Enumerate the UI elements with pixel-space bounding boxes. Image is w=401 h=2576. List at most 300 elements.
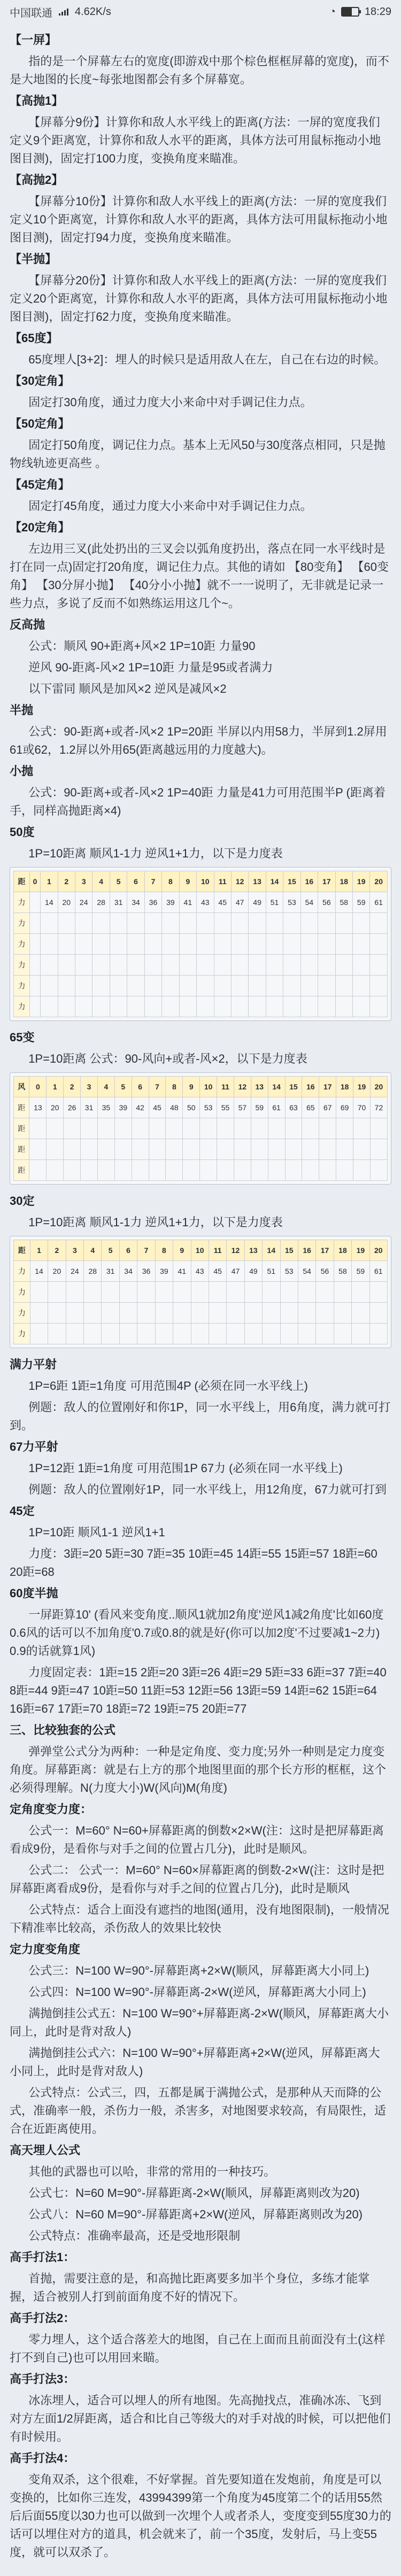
table-cell xyxy=(217,1139,234,1160)
table-cell: 72 xyxy=(370,1097,387,1118)
paragraph: 公式四：N=100 W=90°-屏幕距离-2×W(逆风，屏幕距离大小同上) xyxy=(28,1985,366,1999)
table-cell xyxy=(114,1160,132,1181)
table-cell: 59 xyxy=(353,892,370,913)
table-cell xyxy=(191,1324,209,1344)
table-cell: 59 xyxy=(352,1261,369,1282)
section-title: 【50定角】 xyxy=(10,417,70,430)
table-cell xyxy=(231,996,248,1017)
table-header-cell: 5 xyxy=(102,1240,119,1261)
paragraph: 公式：90-距离+或者-风×2 1P=40距 力量是41力可用范围半P (距离着手，同样高抛距离×4) xyxy=(10,786,385,817)
table-cell: 49 xyxy=(244,1261,262,1282)
table-cell xyxy=(251,1160,268,1181)
table-cell: 56 xyxy=(316,1261,334,1282)
table-cell xyxy=(183,1118,200,1139)
table-cell xyxy=(173,1303,191,1324)
table-cell: 力 xyxy=(14,892,30,913)
table-cell xyxy=(41,913,58,934)
table-header-cell: 1 xyxy=(30,1240,48,1261)
table-cell xyxy=(29,976,40,996)
table-cell: 24 xyxy=(75,892,92,913)
table-cell xyxy=(48,1324,66,1344)
paragraph: 逆风 90-距离-风×2 1P=10距 力量是95或者满力 xyxy=(28,661,273,674)
table-cell: 距 xyxy=(14,1118,29,1139)
table-row xyxy=(14,892,388,913)
table-cell xyxy=(132,1139,149,1160)
table-cell xyxy=(162,913,179,934)
table-cell xyxy=(285,1160,302,1181)
section-title: 【20定角】 xyxy=(10,521,70,534)
table-cell xyxy=(162,955,179,976)
table-cell xyxy=(283,934,300,955)
section-title: 定力度变角度 xyxy=(10,1943,81,1956)
table-cell: 47 xyxy=(231,892,248,913)
table-header-cell: 15 xyxy=(283,871,300,892)
table-cell xyxy=(132,1118,149,1139)
table-cell: 14 xyxy=(41,892,58,913)
table-cell xyxy=(92,996,110,1017)
force-table-image xyxy=(10,1236,391,1348)
force-table xyxy=(13,1076,388,1181)
table-cell xyxy=(149,1160,166,1181)
table-header-cell: 4 xyxy=(97,1077,114,1097)
table-cell xyxy=(47,1139,64,1160)
table-cell xyxy=(58,955,75,976)
table-cell: 61 xyxy=(369,1261,387,1282)
table-cell xyxy=(48,1303,66,1324)
table-header-cell: 18 xyxy=(335,871,352,892)
table-cell xyxy=(227,1324,244,1344)
table-cell xyxy=(268,1118,285,1139)
table-cell: 51 xyxy=(266,892,283,913)
table-row xyxy=(14,1097,388,1118)
table-header-cell: 15 xyxy=(280,1240,298,1261)
table-cell xyxy=(316,1282,334,1303)
table-header-cell: 4 xyxy=(84,1240,102,1261)
table-cell: 41 xyxy=(173,1261,191,1282)
table-cell xyxy=(84,1303,102,1324)
table-header-cell: 2 xyxy=(48,1240,66,1261)
table-cell xyxy=(302,1160,319,1181)
paragraph: 【屏幕分20份】计算你和敌人水平线上的距离(方法：一屏的宽度我们定义20个距离宽，计算你和敌人水平的距离，具体方法可用鼠标拖动小地图目测)，固定打62力度，变换角度来瞄准。 xyxy=(10,274,388,323)
table-header-cell: 6 xyxy=(119,1240,137,1261)
table-row xyxy=(14,996,388,1017)
table-cell xyxy=(249,913,266,934)
table-cell xyxy=(249,996,266,1017)
table-cell: 31 xyxy=(102,1261,119,1282)
paragraph: 满抛倒挂公式六：N=100 W=90°+屏幕距离+2×W(逆风，屏幕距离大小同上，此时是背对敌人) xyxy=(10,2046,380,2078)
table-cell xyxy=(191,1282,209,1303)
paragraph: 公式特点：准确率最高，还是受地形限制 xyxy=(28,2229,241,2242)
table-cell xyxy=(268,1139,285,1160)
table-cell xyxy=(64,1118,81,1139)
table-header-cell: 18 xyxy=(334,1240,351,1261)
section-title: 高手打法4： xyxy=(10,2451,75,2465)
table-cell xyxy=(75,913,92,934)
table-cell: 14 xyxy=(30,1261,48,1282)
table-header-cell: 14 xyxy=(268,1077,285,1097)
table-cell xyxy=(200,1139,217,1160)
table-cell xyxy=(92,976,110,996)
section-title: 定角度变力度： xyxy=(10,1803,92,1816)
table-cell xyxy=(110,913,127,934)
paragraph: 力度：3距=20 5距=30 7距=35 10距=45 14距=55 15距=57 18距=60 20距=68 xyxy=(10,1547,377,1579)
table-cell xyxy=(30,1303,48,1324)
table-cell: 61 xyxy=(370,892,388,913)
table-header-cell: 16 xyxy=(300,871,318,892)
table-cell xyxy=(137,1324,155,1344)
table-cell xyxy=(127,913,144,934)
table-cell xyxy=(335,934,352,955)
table-cell xyxy=(144,955,161,976)
table-cell: 43 xyxy=(197,892,214,913)
table-header-cell: 12 xyxy=(227,1240,244,1261)
table-cell xyxy=(249,955,266,976)
table-cell xyxy=(300,996,318,1017)
section-title: 小抛 xyxy=(10,764,34,778)
document-body xyxy=(0,24,401,2575)
table-cell xyxy=(149,1139,166,1160)
paragraph: 公式一：M=60° N=60+屏幕距离的倒数×2×W(注：这时是把屏幕距离看成9份，是看你与对手之间的位置占几分)，此时是顺风。 xyxy=(10,1824,384,1855)
paragraph: 冰冻埋人，适合可以埋人的所有地图。先高抛找点，准确冰冻、飞到对方左面1/2屏距离，适合和比自己等级大的对手对战的时候，可以把他们有时候用。 xyxy=(10,2394,391,2443)
table-row xyxy=(14,955,388,976)
paragraph: 公式三：N=100 W=90°-屏幕距离+2×W(顺风，屏幕距离大小同上) xyxy=(28,1964,369,1977)
table-cell xyxy=(127,976,144,996)
table-cell xyxy=(81,1139,98,1160)
table-cell: 36 xyxy=(137,1261,155,1282)
table-cell xyxy=(370,1139,387,1160)
table-header-cell: 11 xyxy=(217,1077,234,1097)
section-title: 50度 xyxy=(10,825,35,839)
table-cell: 58 xyxy=(335,892,352,913)
table-cell xyxy=(179,996,196,1017)
paragraph: 公式：90-距离+或者-风×2 1P=20距 半屏以内用58力，半屏到1.2屏用61或62，1.2屏以外用65(距离越远用的力度越大)。 xyxy=(10,725,387,756)
table-cell xyxy=(352,1282,369,1303)
table-row xyxy=(14,1160,388,1181)
wifi-icon: ◔ xyxy=(329,5,336,18)
table-cell: 34 xyxy=(127,892,144,913)
table-cell xyxy=(191,1303,209,1324)
paragraph: 其他的武器也可以哈，非常的常用的一种技巧。 xyxy=(28,2165,276,2178)
table-cell xyxy=(266,934,283,955)
table-cell xyxy=(84,1324,102,1344)
table-cell xyxy=(29,1160,47,1181)
table-header-cell: 5 xyxy=(114,1077,132,1097)
table-header-cell: 16 xyxy=(302,1077,319,1097)
table-header-cell: 1 xyxy=(41,871,58,892)
table-header-cell: 13 xyxy=(244,1240,262,1261)
table-cell xyxy=(81,1160,98,1181)
table-cell xyxy=(266,976,283,996)
paragraph: 满抛倒挂公式五：N=100 W=90°+屏幕距离-2×W(顺风，屏幕距离大小同上，此时是背对敌人) xyxy=(10,2007,389,2038)
table-cell xyxy=(353,934,370,955)
table-header-cell: 14 xyxy=(263,1240,280,1261)
table-cell: 67 xyxy=(319,1097,336,1118)
table-cell xyxy=(227,1303,244,1324)
table-cell xyxy=(335,976,352,996)
table-cell: 28 xyxy=(84,1261,102,1282)
section-title: 【45定角】 xyxy=(10,478,70,491)
table-cell xyxy=(353,996,370,1017)
table-cell: 57 xyxy=(234,1097,251,1118)
table-cell xyxy=(300,913,318,934)
paragraph: 1P=10距 顺风1-1 逆风1+1 xyxy=(28,1526,165,1539)
table-cell xyxy=(97,1139,114,1160)
table-cell xyxy=(280,1282,298,1303)
table-cell xyxy=(200,1160,217,1181)
table-cell xyxy=(30,1282,48,1303)
paragraph: 指的是一个屏幕左右的宽度(即游戏中那个棕色框框屏幕的宽度)，而不是大地图的长度~每张地图都会有多个屏幕宽。 xyxy=(10,55,389,86)
table-cell xyxy=(75,934,92,955)
table-header-cell: 13 xyxy=(251,1077,268,1097)
table-cell: 53 xyxy=(200,1097,217,1118)
table-cell xyxy=(214,913,231,934)
table-cell xyxy=(66,1324,83,1344)
table-cell xyxy=(119,1324,137,1344)
section-title: 45定 xyxy=(10,1504,35,1518)
table-cell: 力 xyxy=(14,1324,30,1344)
table-header-cell: 16 xyxy=(298,1240,315,1261)
table-cell: 24 xyxy=(66,1261,83,1282)
table-header-cell: 9 xyxy=(179,871,196,892)
table-cell xyxy=(97,1160,114,1181)
table-cell: 距 xyxy=(14,1160,29,1181)
table-cell: 20 xyxy=(47,1097,64,1118)
table-cell xyxy=(132,1160,149,1181)
table-cell xyxy=(127,955,144,976)
table-cell xyxy=(268,1160,285,1181)
table-header-cell: 11 xyxy=(209,1240,226,1261)
table-cell xyxy=(227,1282,244,1303)
table-header-cell: 12 xyxy=(231,871,248,892)
table-header-cell: 3 xyxy=(66,1240,83,1261)
table-cell xyxy=(114,1139,132,1160)
table-cell xyxy=(336,1118,353,1139)
section-title: 67力平射 xyxy=(10,1440,58,1453)
section-title: 半抛 xyxy=(10,703,34,717)
table-cell xyxy=(144,976,161,996)
table-header-cell: 17 xyxy=(318,871,335,892)
table-cell: 20 xyxy=(58,892,75,913)
table-cell xyxy=(263,1282,280,1303)
table-header-cell: 8 xyxy=(155,1240,173,1261)
table-cell xyxy=(92,913,110,934)
table-cell xyxy=(97,1118,114,1139)
table-cell xyxy=(114,1118,132,1139)
table-cell xyxy=(353,913,370,934)
table-cell xyxy=(214,955,231,976)
table-cell xyxy=(298,1282,315,1303)
table-row xyxy=(14,913,388,934)
table-header-cell: 20 xyxy=(370,871,388,892)
table-cell xyxy=(336,1160,353,1181)
table-cell xyxy=(155,1282,173,1303)
table-cell xyxy=(214,996,231,1017)
table-cell xyxy=(370,1160,387,1181)
table-cell xyxy=(197,976,214,996)
table-header-cell: 2 xyxy=(64,1077,81,1097)
paragraph: 固定打45角度，通过力度大小来命中对手调记住力点。 xyxy=(28,499,312,513)
table-cell: 53 xyxy=(280,1261,298,1282)
table-cell xyxy=(29,892,40,913)
table-cell: 39 xyxy=(114,1097,132,1118)
table-header-cell: 10 xyxy=(197,871,214,892)
table-cell xyxy=(197,996,214,1017)
table-cell: 54 xyxy=(300,892,318,913)
table-cell xyxy=(370,913,388,934)
table-cell xyxy=(263,1324,280,1344)
table-cell xyxy=(318,955,335,976)
table-cell: 39 xyxy=(162,892,179,913)
table-cell: 50 xyxy=(183,1097,200,1118)
table-header-cell: 17 xyxy=(319,1077,336,1097)
table-cell xyxy=(234,1139,251,1160)
table-cell xyxy=(266,996,283,1017)
table-cell xyxy=(66,1282,83,1303)
status-right xyxy=(329,6,391,18)
table-cell xyxy=(84,1282,102,1303)
table-cell xyxy=(29,934,40,955)
table-cell xyxy=(48,1282,66,1303)
table-header-cell: 17 xyxy=(316,1240,334,1261)
table-cell xyxy=(162,996,179,1017)
table-cell xyxy=(41,955,58,976)
paragraph: 首抛，需要注意的是，和高抛比距离要多加半个身位，多练才能掌握，适合被别人打到前面角度不好的情况下。 xyxy=(10,2272,370,2303)
table-cell xyxy=(81,1118,98,1139)
paragraph: 力度固定表：1距=15 2距=20 3距=26 4距=29 5距=33 6距=37 7距=40 8距=44 9距=47 10距=50 11距=53 12距=56 13距=59 14距=62 15距=64 16距=67 17距=70 18距=72 19距=75 20距=77 xyxy=(10,1666,387,1715)
table-cell xyxy=(316,1324,334,1344)
table-cell xyxy=(283,913,300,934)
network-speed: 4.62K/s xyxy=(75,5,111,18)
table-cell xyxy=(334,1303,351,1324)
force-table xyxy=(13,871,388,1017)
table-cell xyxy=(64,1160,81,1181)
table-cell xyxy=(144,996,161,1017)
table-cell xyxy=(231,976,248,996)
table-header-cell: 19 xyxy=(353,1077,371,1097)
table-cell xyxy=(231,913,248,934)
table-cell xyxy=(155,1324,173,1344)
table-cell: 45 xyxy=(209,1261,226,1282)
battery-icon xyxy=(341,7,359,17)
table-cell: 69 xyxy=(336,1097,353,1118)
section-title: 高手打法3： xyxy=(10,2372,75,2386)
table-cell xyxy=(29,1139,47,1160)
section-title: 三、比较独套的公式 xyxy=(10,1723,116,1737)
table-cell xyxy=(92,934,110,955)
table-cell xyxy=(370,934,388,955)
table-header-cell: 0 xyxy=(29,871,40,892)
table-cell xyxy=(370,996,388,1017)
table-cell xyxy=(353,976,370,996)
table-cell: 13 xyxy=(29,1097,47,1118)
table-cell xyxy=(263,1303,280,1324)
table-cell xyxy=(166,1160,183,1181)
table-header-cell: 8 xyxy=(162,871,179,892)
paragraph: 公式：顺风 90+距离+风×2 1P=10距 力量90 xyxy=(28,639,256,653)
table-cell xyxy=(66,1303,83,1324)
section-title: 【半抛】 xyxy=(10,252,57,266)
table-cell xyxy=(217,1160,234,1181)
table-cell: 31 xyxy=(81,1097,98,1118)
table-header-cell: 19 xyxy=(353,871,370,892)
table-cell xyxy=(369,1303,387,1324)
table-cell: 力 xyxy=(14,1282,30,1303)
table-header-cell: 距 xyxy=(14,1240,30,1261)
table-row xyxy=(14,1282,388,1303)
table-header-cell: 14 xyxy=(266,871,283,892)
table-header-cell: 12 xyxy=(234,1077,251,1097)
table-cell xyxy=(300,976,318,996)
carrier-label: 中国联通 xyxy=(10,7,52,19)
table-cell: 34 xyxy=(119,1261,137,1282)
paragraph: 例题：敌人的位置刚好1P，同一水平线上，用12角度，67力就可打到 xyxy=(28,1483,387,1496)
paragraph: 一屏距算10' (看风来变角度..顺风1就加2角度'逆风1减2角度'比如60度0.6风的话可以不加角度'0.7或0.8的就是好(你可以加2度'不过要减1~2力) 0.9的话就算1风) xyxy=(10,1608,384,1658)
table-cell xyxy=(335,913,352,934)
table-cell xyxy=(369,1282,387,1303)
table-cell xyxy=(234,1118,251,1139)
table-cell xyxy=(318,976,335,996)
paragraph: 1P=10距离 公式：90-风向+或者-风×2，以下是力度表 xyxy=(28,1052,307,1065)
table-row xyxy=(14,934,388,955)
table-cell: 39 xyxy=(155,1261,173,1282)
table-header-cell: 1 xyxy=(47,1077,64,1097)
table-cell: 45 xyxy=(149,1097,166,1118)
table-header-cell: 10 xyxy=(191,1240,209,1261)
table-header-cell: 10 xyxy=(200,1077,217,1097)
table-cell xyxy=(251,1118,268,1139)
table-cell xyxy=(285,1139,302,1160)
section-title: 反高抛 xyxy=(10,618,45,631)
table-cell xyxy=(110,976,127,996)
paragraph: 固定打50角度，调记住力点。基本上无风50与30度落点相同，只是抛物线轨迹更高些 。 xyxy=(10,438,385,470)
table-cell xyxy=(47,1118,64,1139)
table-cell: 20 xyxy=(48,1261,66,1282)
table-cell: 28 xyxy=(92,892,110,913)
table-cell xyxy=(162,934,179,955)
table-header-cell: 20 xyxy=(370,1077,387,1097)
table-cell xyxy=(244,1303,262,1324)
table-cell xyxy=(41,934,58,955)
table-cell: 70 xyxy=(353,1097,371,1118)
section-title: 高天埋人公式 xyxy=(10,2144,81,2157)
table-cell xyxy=(234,1160,251,1181)
table-cell xyxy=(283,976,300,996)
section-title: 【一屏】 xyxy=(10,33,57,47)
table-cell xyxy=(214,976,231,996)
table-cell xyxy=(353,1118,371,1139)
clock: 18:29 xyxy=(364,5,391,18)
table-header-cell: 2 xyxy=(58,871,75,892)
force-table-image xyxy=(10,867,391,1021)
table-cell xyxy=(335,955,352,976)
table-cell xyxy=(41,996,58,1017)
table-cell xyxy=(334,1282,351,1303)
table-header-cell: 0 xyxy=(29,1077,47,1097)
table-cell xyxy=(318,934,335,955)
table-cell xyxy=(217,1118,234,1139)
table-header-cell: 7 xyxy=(144,871,161,892)
table-cell xyxy=(302,1139,319,1160)
paragraph: 1P=10距离 顺风1-1力 逆风1+1力，以下是力度表 xyxy=(28,1216,283,1229)
status-left xyxy=(10,4,111,20)
table-cell: 42 xyxy=(132,1097,149,1118)
signal-icon xyxy=(59,8,68,16)
table-cell xyxy=(58,996,75,1017)
table-cell xyxy=(283,996,300,1017)
table-cell xyxy=(231,955,248,976)
table-cell xyxy=(316,1303,334,1324)
table-cell xyxy=(75,976,92,996)
